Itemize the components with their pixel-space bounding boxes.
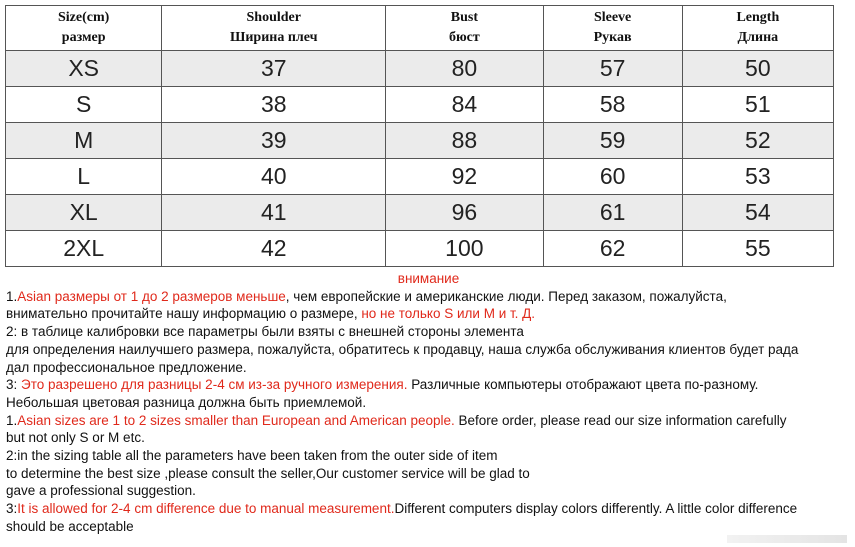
note-en-2-cont: to determine the best size ,please consult the seller,Our customer service will be glad to — [6, 465, 530, 481]
watermark-strip — [727, 535, 847, 543]
cell-sleeve: 60 — [543, 159, 682, 195]
note-highlight: It is allowed for 2-4 cm difference due to manual measurement. — [17, 501, 395, 517]
note-text: внимательно прочитайте нашу информацию о размере, — [6, 306, 362, 322]
note-ru-2-end: дал профессиональное предложение. — [6, 359, 247, 375]
note-highlight: но не только S или M и т. Д. — [361, 306, 536, 322]
cell-shoulder: 40 — [162, 159, 386, 195]
note-text: , чем европейские и американские люди. Перед заказом, пожалуйста, — [285, 288, 727, 304]
header-shoulder-ru: Ширина плеч — [229, 30, 318, 45]
cell-shoulder: 42 — [162, 231, 386, 267]
cell-sleeve: 59 — [543, 123, 682, 159]
size-chart-table — [5, 5, 834, 267]
header-size-ru: размер — [61, 30, 106, 45]
note-en-2: 2:in the sizing table all the parameters have been taken from the outer side of item — [6, 448, 498, 464]
cell-length: 55 — [682, 231, 833, 267]
cell-length: 53 — [682, 159, 833, 195]
cell-shoulder: 37 — [162, 51, 386, 87]
cell-size: 2XL — [6, 231, 162, 267]
size-notes — [6, 270, 851, 536]
cell-size: S — [6, 87, 162, 123]
cell-size: L — [6, 159, 162, 195]
header-sleeve-ru: Рукав — [593, 30, 632, 45]
header-shoulder — [162, 6, 386, 51]
header-length-en: Length — [736, 10, 780, 25]
cell-size: XS — [6, 51, 162, 87]
header-size-en: Size(cm) — [58, 10, 110, 25]
cell-bust: 96 — [386, 195, 543, 231]
header-length-ru: Длина — [737, 30, 779, 45]
cell-size: XL — [6, 195, 162, 231]
note-text: Different computers display colors differently. A little color difference — [394, 501, 798, 517]
note-en-1 — [6, 412, 851, 430]
note-number: 3: — [6, 501, 18, 517]
header-length — [682, 6, 833, 51]
table-row — [6, 159, 834, 195]
cell-bust: 80 — [386, 51, 543, 87]
cell-bust: 92 — [386, 159, 543, 195]
note-text: Before order, please read our size information carefully — [454, 412, 787, 428]
note-ru-1 — [6, 288, 851, 306]
header-size — [6, 6, 162, 51]
cell-sleeve: 57 — [543, 51, 682, 87]
cell-sleeve: 61 — [543, 195, 682, 231]
cell-bust: 88 — [386, 123, 543, 159]
table-row — [6, 123, 834, 159]
note-highlight: Asian sizes are 1 to 2 sizes smaller than European and American people. — [17, 412, 455, 428]
attention-heading: внимание — [397, 271, 460, 286]
cell-bust: 100 — [386, 231, 543, 267]
cell-length: 54 — [682, 195, 833, 231]
cell-bust: 84 — [386, 87, 543, 123]
header-sleeve-en: Sleeve — [593, 10, 632, 25]
note-en-2-end: gave a professional suggestion. — [6, 483, 196, 499]
note-ru-1-cont — [6, 305, 851, 323]
cell-shoulder: 41 — [162, 195, 386, 231]
cell-sleeve: 62 — [543, 231, 682, 267]
header-bust-ru: бюст — [448, 30, 480, 45]
table-row — [6, 231, 834, 267]
note-en-3-cont: should be acceptable — [6, 518, 134, 534]
cell-size: M — [6, 123, 162, 159]
table-row — [6, 195, 834, 231]
table-row — [6, 51, 834, 87]
header-sleeve — [543, 6, 682, 51]
note-number: 1. — [6, 288, 18, 304]
header-bust-en: Bust — [450, 10, 478, 25]
cell-length: 51 — [682, 87, 833, 123]
note-en-3 — [6, 500, 851, 518]
cell-shoulder: 38 — [162, 87, 386, 123]
note-ru-2: 2: в таблице калибровки все параметры были взяты с внешней стороны элемента — [6, 324, 524, 340]
note-ru-3-cont: Небольшая цветовая разница должна быть приемлемой. — [6, 394, 367, 410]
note-text: Различные компьютеры отображают цвета по-разному. — [407, 377, 759, 393]
note-ru-2-cont: для определения наилучшего размера, пожалуйста, обратитесь к продавцу, наша служба обслуживания клиентов будет рада — [6, 341, 799, 357]
note-highlight: Это разрешено для разницы 2-4 см из-за ручного измерения. — [21, 377, 408, 393]
note-en-1-cont: but not only S or M etc. — [6, 430, 145, 446]
table-row — [6, 87, 834, 123]
header-shoulder-en: Shoulder — [246, 10, 301, 25]
note-ru-3 — [6, 376, 851, 394]
cell-sleeve: 58 — [543, 87, 682, 123]
note-number: 1. — [6, 412, 18, 428]
cell-length: 52 — [682, 123, 833, 159]
table-header-row — [6, 6, 834, 51]
note-number: 3: — [6, 377, 22, 393]
note-highlight: Asian размеры от 1 до 2 размеров меньше — [17, 288, 286, 304]
cell-shoulder: 39 — [162, 123, 386, 159]
header-bust — [386, 6, 543, 51]
cell-length: 50 — [682, 51, 833, 87]
